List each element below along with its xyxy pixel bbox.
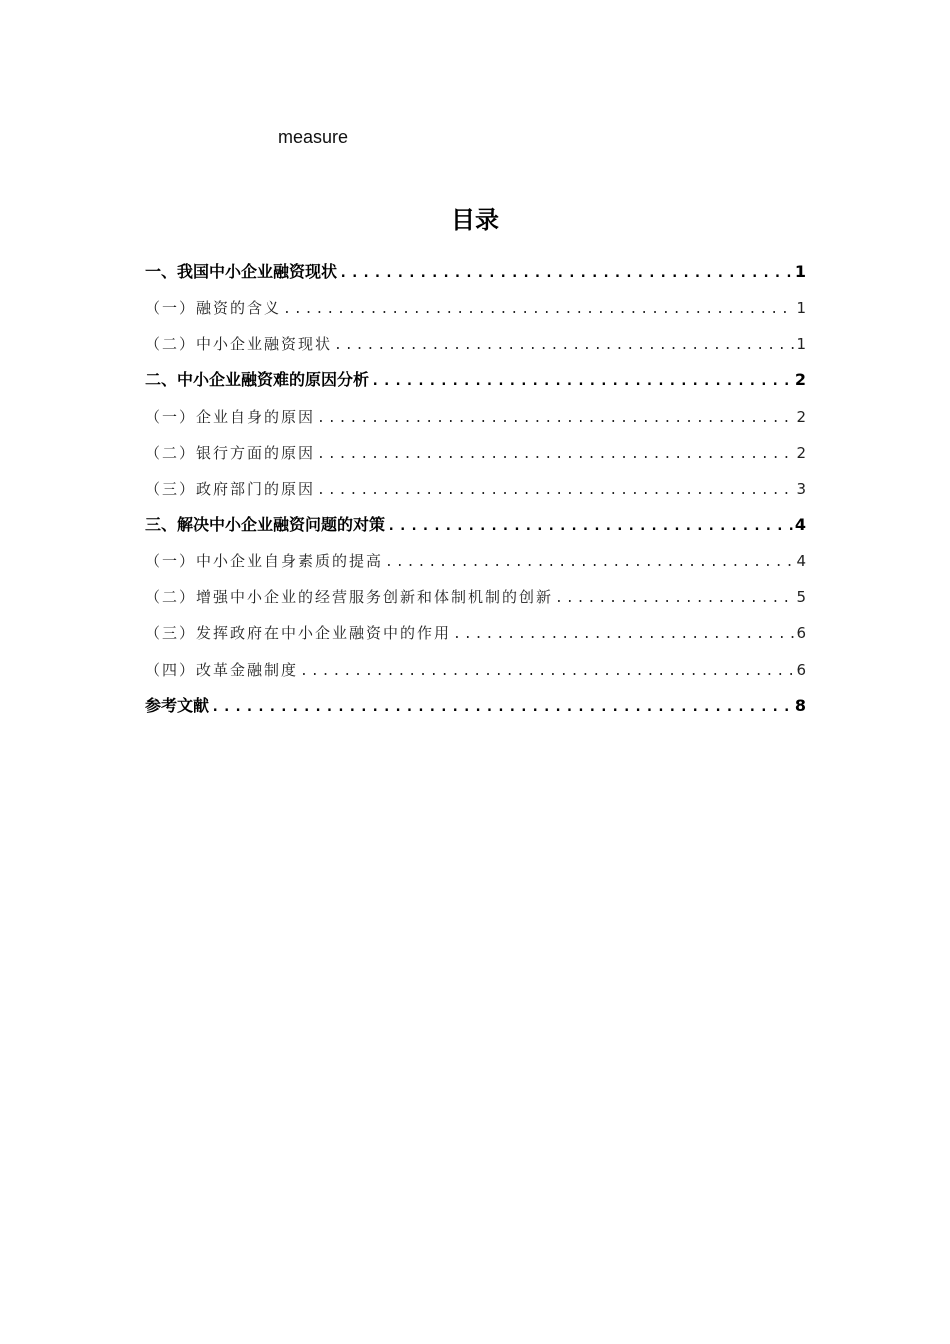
toc-entry-2-2[interactable]	[145, 435, 806, 471]
toc-entry-3-2[interactable]	[145, 579, 806, 615]
toc-page-number: 5	[796, 588, 806, 607]
dot-leader	[334, 328, 794, 362]
toc-entry-3[interactable]	[145, 507, 806, 543]
toc-entry-text: （一）中小企业自身素质的提高	[145, 552, 384, 571]
dot-leader	[371, 363, 793, 398]
toc-entry-2-3[interactable]	[145, 471, 806, 507]
toc-entry-2-1[interactable]	[145, 399, 806, 435]
toc-entry-references[interactable]	[145, 688, 806, 724]
dot-leader	[211, 689, 793, 724]
toc-entry-text: 二、中小企业融资难的原因分析	[145, 370, 370, 390]
dot-leader	[317, 437, 794, 471]
toc-page-number: 2	[794, 370, 806, 390]
toc-entry-3-1[interactable]	[145, 543, 806, 579]
toc-entry-text: （二）中小企业融资现状	[145, 335, 333, 354]
dot-leader	[300, 654, 794, 688]
toc-page-number: 6	[796, 624, 806, 643]
toc-entry-text: （二）增强中小企业的经营服务创新和体制机制的创新	[145, 588, 554, 607]
dot-leader	[317, 473, 794, 507]
dot-leader	[387, 508, 793, 543]
toc-entry-text: （三）政府部门的原因	[145, 479, 316, 498]
toc-page-number: 1	[796, 299, 806, 318]
toc-title: 目录	[451, 206, 499, 234]
dot-leader	[283, 292, 794, 326]
toc-page-number: 3	[796, 479, 806, 498]
toc-page-number: 8	[794, 695, 806, 715]
toc-entry-2[interactable]	[145, 362, 806, 398]
dot-leader	[555, 581, 794, 615]
toc-page-number: 6	[796, 660, 806, 679]
toc-entry-1-1[interactable]	[145, 290, 806, 326]
toc-page-number: 2	[796, 443, 806, 462]
toc-entry-text: （一）企业自身的原因	[145, 407, 316, 426]
toc-entry-text: 一、我国中小企业融资现状	[145, 262, 338, 281]
header-word: measure	[278, 127, 349, 147]
toc-entry-text: （二）银行方面的原因	[145, 443, 316, 462]
toc-entry-1-2[interactable]	[145, 326, 806, 362]
dot-leader	[317, 401, 794, 435]
toc-page-number: 4	[796, 552, 806, 571]
toc-entry-3-3[interactable]	[145, 615, 806, 651]
toc-page-number: 1	[794, 262, 806, 281]
toc-entry-text: 三、解决中小企业融资问题的对策	[145, 514, 386, 534]
toc-entry-text: （四）改革金融制度	[145, 660, 299, 679]
toc-entry-text: （三）发挥政府在中小企业融资中的作用	[145, 624, 452, 643]
toc-page-number: 2	[796, 407, 806, 426]
toc-page-number: 4	[794, 514, 806, 534]
toc-entry-1[interactable]	[145, 254, 806, 290]
toc-entry-text: 参考文献	[145, 695, 210, 715]
toc-entry-3-4[interactable]	[145, 652, 806, 688]
toc-entry-text: （一）融资的含义	[145, 299, 282, 318]
dot-leader	[453, 617, 794, 651]
toc-page-number: 1	[796, 335, 806, 354]
dot-leader	[339, 255, 793, 290]
dot-leader	[385, 545, 794, 579]
table-of-contents	[145, 254, 806, 724]
